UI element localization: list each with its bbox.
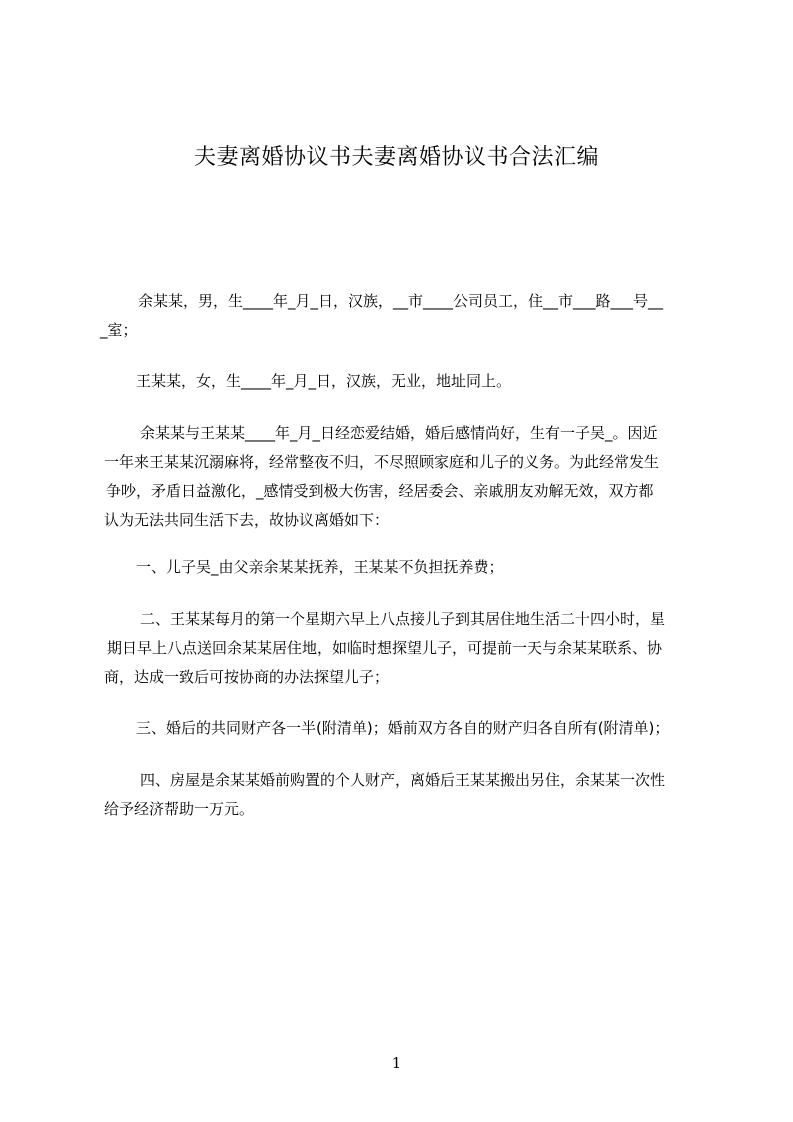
document-title: 夫妻离婚协议书夫妻离婚协议书合法汇编	[193, 145, 599, 170]
paragraph-clause-2	[100, 605, 703, 692]
paragraph-clause-1	[100, 553, 703, 582]
paragraph-line: 余某某与王某某____年_月_日经恋爱结婚，婚后感情尚好，生有一子吴_。因近	[140, 424, 658, 442]
paragraph-line: 余某某，男，生____年_月_日，汉族，__市____公司员工，住__市___路___号__	[138, 292, 664, 310]
paragraph-line: 二、王某某每月的第一个星期六早上八点接儿子到其居住地生活二十四小时，星	[140, 610, 666, 628]
paragraph-line: 认为无法共同生活下去，故协议离婚如下：	[104, 511, 390, 529]
paragraph-line: 商，达成一致后可按协商的办法探望儿子；	[104, 668, 390, 686]
paragraph-line: 一、儿子吴_由父亲余某某抚养，王某某不负担抚养费；	[136, 558, 504, 576]
paragraph-clause-4	[100, 766, 703, 824]
paragraph-line: 给予经济帮助一万元。	[104, 800, 255, 818]
paragraph-line: 一年来王某某沉溺麻将，经常整夜不归，不尽照顾家庭和儿子的义务。为此经常发生	[104, 453, 660, 471]
paragraph-party-b	[100, 367, 703, 396]
paragraph-line: 期日早上八点送回余某某居住地，如临时想探望儿子，可提前一天与余某某联系、协	[107, 639, 663, 657]
paragraph-line: 三、婚后的共同财产各一半(附清单)；婚前双方各自的财产归各自所有(附清单)；	[136, 719, 670, 737]
paragraph-line: 争吵，矛盾日益激化，_感情受到极大伤害，经居委会、亲戚朋友劝解无效，双方都	[106, 482, 654, 500]
paragraph-line: _室；	[100, 321, 138, 339]
paragraph-line: 王某某，女，生____年_月_日，汉族，无业，地址同上。	[136, 372, 512, 390]
page-number: 1	[391, 1054, 402, 1072]
paragraph-clause-3	[100, 714, 703, 743]
paragraph-line: 四、房屋是余某某婚前购置的个人财产，离婚后王某某搬出另住，余某某一次性	[140, 771, 666, 789]
paragraph-party-a	[100, 287, 703, 345]
paragraph-background	[100, 419, 703, 535]
